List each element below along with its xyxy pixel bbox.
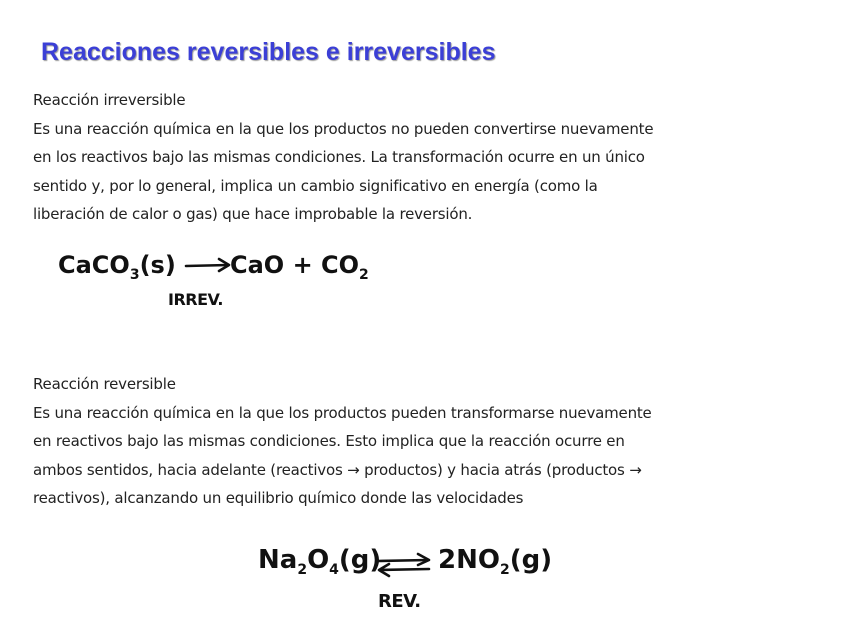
- irreversible-equation-right: CaO + CO: [230, 251, 360, 279]
- reversible-equation-left-state: (g): [338, 545, 382, 575]
- irreversible-equation-left: CaCO: [58, 251, 130, 279]
- reversible-equation-left: Na: [258, 545, 298, 575]
- reversible-equation-right-sub: 2: [499, 562, 510, 579]
- reversible-equation-right: 2NO: [438, 545, 500, 575]
- reversible-equation-products: [438, 544, 552, 586]
- reversible-line-3: ambos sentidos, hacia adelante (reactivos → productos) y hacia atrás (productos →: [33, 460, 642, 479]
- reversible-line-1: Es una reacción química en la que los productos pueden transformarse nuevamente: [33, 403, 652, 422]
- equilibrium-arrows: [374, 552, 434, 578]
- irreversible-line-1: Es una reacción química en la que los productos no pueden convertirse nuevamente: [33, 119, 654, 138]
- section-irreversible: [33, 86, 753, 229]
- irreversible-note: IRREV.: [168, 290, 223, 309]
- reversible-equation-left-sub1: 2: [297, 562, 308, 579]
- irreversible-line-2: en los reactivos bajo las mismas condiciones. La transformación ocurre en un único: [33, 148, 645, 166]
- irreversible-equation-left-state: (s): [139, 251, 176, 279]
- irreversible-equation-right-sub: 2: [359, 266, 369, 283]
- reversible-line-2: en reactivos bajo las mismas condiciones. Esto implica que la reacción ocurre en: [33, 432, 625, 450]
- irreversible-equation-left-sub: 3: [129, 266, 140, 283]
- slide-title: Reacciones reversibles e irreversibles: [41, 38, 496, 66]
- irreversible-line-3: sentido y, por lo general, implica un cambio significativo en energía (como la: [33, 176, 598, 195]
- reversible-heading: Reacción reversible: [33, 375, 176, 393]
- reversible-equation-left-mid: O: [307, 545, 330, 575]
- irreversible-equation: [58, 250, 176, 290]
- reversible-equation-right-state: (g): [509, 545, 553, 575]
- reversible-line-4: reactivos), alcanzando un equilibrio químico donde las velocidades: [33, 489, 524, 507]
- irreversible-equation-products: [230, 250, 369, 290]
- reversible-equation-left-sub2: 4: [329, 562, 339, 579]
- irreversible-arrow: [184, 256, 234, 276]
- irreversible-heading: Reacción irreversible: [33, 91, 186, 109]
- irreversible-line-4: liberación de calor o gas) que hace improbable la reversión.: [33, 205, 473, 223]
- reversible-equation: [258, 544, 381, 586]
- reversible-note: REV.: [378, 591, 421, 612]
- section-reversible: [33, 370, 753, 513]
